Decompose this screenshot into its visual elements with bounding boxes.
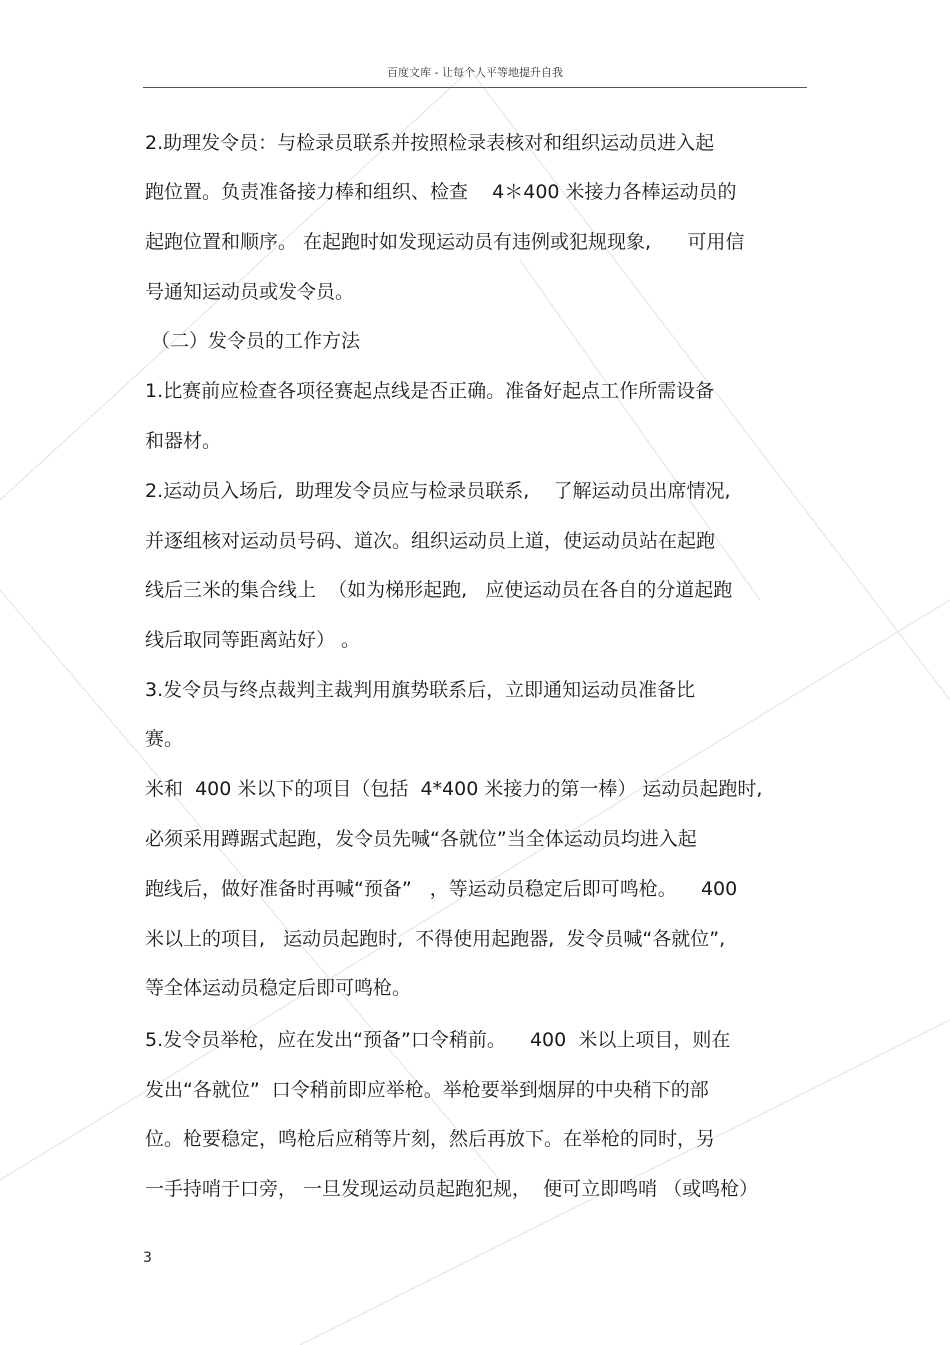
text-line: 米和 400 米以下的项目（包括 4*400 米接力的第一棒） 运动员起跑时,	[145, 778, 763, 800]
text-line: 1.比赛前应检查各项径赛起点线是否正确。准备好起点工作所需设备	[145, 380, 715, 402]
text-line: 跑位置。负责准备接力棒和组织、检查 4＊400 米接力各棒运动员的	[145, 181, 737, 203]
text-line: 起跑位置和顺序。 在起跑时如发现运动员有违例或犯规现象, 可用信	[145, 231, 745, 253]
text-line: 一手持哨于口旁， 一旦发现运动员起跑犯规， 便可立即鸣哨 （或鸣枪）	[145, 1178, 759, 1200]
text-line: 3.发令员与终点裁判主裁判用旗势联系后，立即通知运动员准备比	[145, 679, 696, 701]
page-header: 百度文库 - 让每个人平等地提升自我	[387, 66, 563, 79]
text-line: 2.助理发令员：与检录员联系并按照检录表核对和组织运动员进入起	[145, 132, 715, 154]
text-line: 并逐组核对运动员号码、道次。组织运动员上道，使运动员站在起跑	[145, 530, 716, 552]
text-line: 发出“各就位” 口令稍前即应举枪。举枪要举到烟屏的中央稍下的部	[145, 1079, 709, 1101]
text-line: 线后取同等距离站好） 。	[145, 629, 361, 651]
text-line: 5.发令员举枪，应在发出“预备”口令稍前。 400 米以上项目，则在	[145, 1029, 731, 1051]
text-line: 线后三米的集合线上 （如为梯形起跑, 应使运动员在各自的分道起跑	[145, 579, 733, 601]
page-number: 3	[143, 1250, 152, 1266]
header-divider	[143, 87, 807, 88]
text-line: 必须采用蹲踞式起跑，发令员先喊“各就位”当全体运动员均进入起	[145, 828, 697, 850]
text-line: 位。枪要稳定，鸣枪后应稍等片刻，然后再放下。在举枪的同时，另	[145, 1128, 716, 1150]
text-line: 号通知运动员或发令员。	[145, 281, 355, 303]
text-line: 赛。	[145, 728, 184, 750]
text-line: 米以上的项目, 运动员起跑时, 不得使用起跑器, 发令员喊“各就位”,	[145, 928, 726, 950]
section-heading: （二）发令员的工作方法	[145, 330, 361, 352]
text-line: 2.运动员入场后, 助理发令员应与检录员联系, 了解运动员出席情况,	[145, 480, 731, 502]
text-line: 等全体运动员稳定后即可鸣枪。	[145, 977, 412, 999]
text-line: 跑线后，做好准备时再喊“预备” ，等运动员稳定后即可鸣枪。 400	[145, 878, 738, 900]
text-line: 和器材。	[145, 430, 222, 452]
